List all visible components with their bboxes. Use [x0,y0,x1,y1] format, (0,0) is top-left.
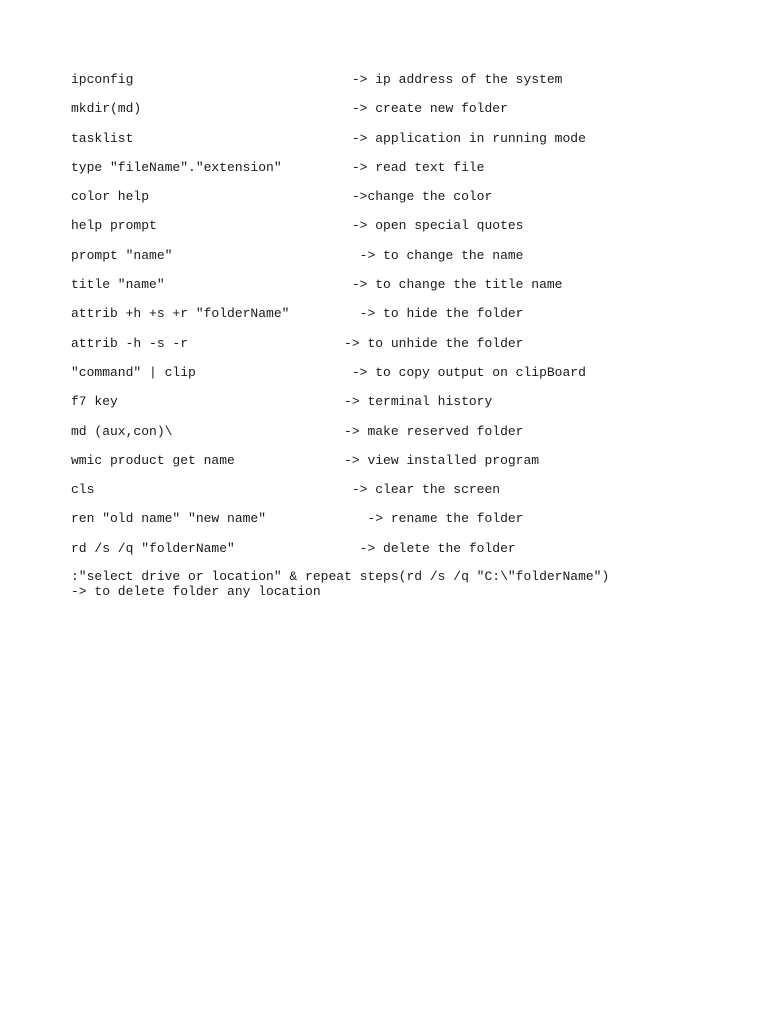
command-line-f7: f7 key -> terminal history [71,394,493,410]
command-line-attrib-unhide: attrib -h -s -r -> to unhide the folder [71,335,524,351]
command-line-type: type "fileName"."extension" -> read text file [71,159,485,175]
command-line-tasklist: tasklist -> application in running mode [71,130,586,146]
command-line-cls: cls -> clear the screen [71,482,501,498]
command-line-mkdir: mkdir(md) -> create new folder [71,101,508,117]
command-line-help-prompt: help prompt -> open special quotes [71,218,524,234]
command-line-md-reserved: md (aux,con)\ -> make reserved folder [71,423,524,439]
command-line-clip: "command" | clip -> to copy output on clipBoard [71,364,586,380]
command-line-title: title "name" -> to change the title name [71,277,563,293]
command-line-delete-any-location: :"select drive or location" & repeat steps(rd /s /q "C:\"folderName") -> to delete folder any location [71,569,696,599]
command-line-wmic: wmic product get name -> view installed program [71,452,540,468]
command-line-attrib-hide: attrib +h +s +r "folderName" -> to hide the folder [71,306,524,322]
command-line-prompt: prompt "name" -> to change the name [71,247,524,263]
command-list [71,72,701,599]
command-line-color: color help ->change the color [71,189,493,205]
command-line-ipconfig: ipconfig -> ip address of the system [71,72,563,87]
command-line-ren: ren "old name" "new name" -> rename the folder [71,511,524,527]
command-line-rd: rd /s /q "folderName" -> delete the folder [71,540,516,556]
